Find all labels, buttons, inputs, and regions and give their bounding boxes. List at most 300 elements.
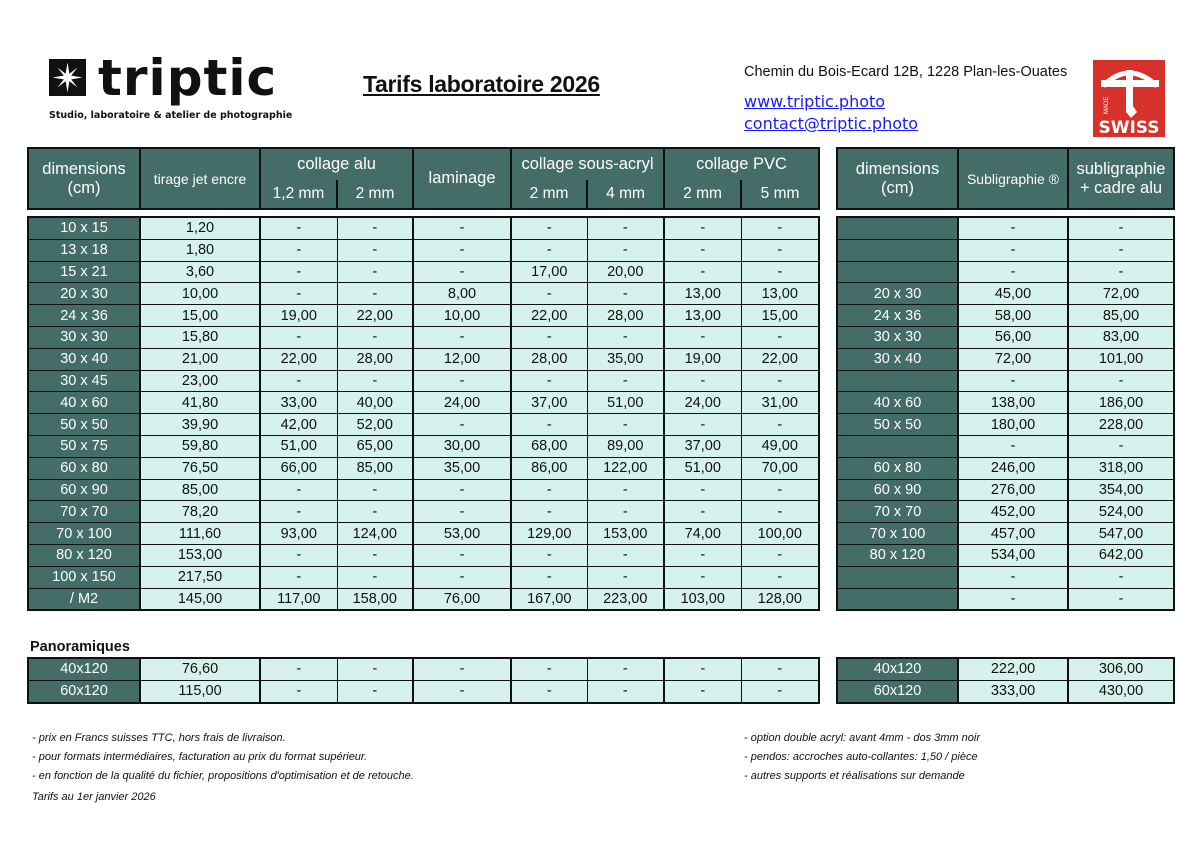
- dimension-cell: [837, 217, 958, 239]
- price-cell: 85,00: [337, 457, 413, 479]
- price-cell: 72,00: [1068, 283, 1174, 305]
- price-cell: -: [413, 544, 511, 566]
- price-cell: 17,00: [511, 261, 587, 283]
- price-cell: 28,00: [587, 305, 664, 327]
- price-cell: -: [413, 239, 511, 261]
- table-row: [28, 544, 819, 566]
- price-cell: 65,00: [337, 435, 413, 457]
- price-cell: 85,00: [1068, 305, 1174, 327]
- price-cell: -: [1068, 370, 1174, 392]
- price-cell: -: [413, 326, 511, 348]
- price-cell: 452,00: [958, 501, 1068, 523]
- table-row: [837, 348, 1174, 370]
- price-cell: 228,00: [1068, 414, 1174, 436]
- price-cell: 20,00: [587, 261, 664, 283]
- price-cell: -: [1068, 435, 1174, 457]
- header-alu-1-2mm: 1,2 mm: [260, 180, 337, 209]
- note-right-1: - option double acryl: avant 4mm - dos 3mm noir: [744, 732, 980, 744]
- table-row: [28, 283, 819, 305]
- panoramiques-subli-table: [836, 657, 1175, 704]
- dimension-cell: 60x120: [837, 680, 958, 702]
- price-cell: -: [413, 414, 511, 436]
- dimension-cell: 50 x 75: [28, 435, 140, 457]
- tarifs-date: Tarifs au 1er janvier 2026: [32, 791, 156, 803]
- price-cell: 59,80: [140, 435, 260, 457]
- price-cell: 13,00: [664, 305, 741, 327]
- dimension-cell: 80 x 120: [28, 544, 140, 566]
- price-cell: 15,80: [140, 326, 260, 348]
- subli-header-cadre-line1: subligraphie: [1076, 159, 1166, 178]
- price-cell: 74,00: [664, 523, 741, 545]
- price-cell: -: [413, 658, 511, 680]
- table-row: [837, 261, 1174, 283]
- price-cell: 76,00: [413, 588, 511, 610]
- price-cell: 19,00: [664, 348, 741, 370]
- price-cell: -: [260, 680, 337, 702]
- price-cell: -: [587, 414, 664, 436]
- svg-text:MADE: MADE: [1104, 96, 1110, 114]
- price-cell: 100,00: [741, 523, 819, 545]
- logo-wordmark: triptic: [98, 49, 278, 107]
- table-row: [28, 261, 819, 283]
- table-row: [837, 501, 1174, 523]
- price-cell: -: [337, 479, 413, 501]
- price-cell: 19,00: [260, 305, 337, 327]
- price-cell: -: [1068, 588, 1174, 610]
- dimension-cell: 80 x 120: [837, 544, 958, 566]
- price-cell: -: [664, 370, 741, 392]
- price-cell: -: [337, 501, 413, 523]
- table-row: [28, 658, 819, 680]
- price-cell: 58,00: [958, 305, 1068, 327]
- price-cell: -: [260, 326, 337, 348]
- header-collage-acryl: collage sous-acryl: [511, 148, 664, 180]
- website-link[interactable]: www.triptic.photo: [744, 92, 886, 111]
- main-table-header: [27, 147, 820, 210]
- price-cell: -: [741, 261, 819, 283]
- price-cell: 56,00: [958, 326, 1068, 348]
- price-cell: 35,00: [413, 457, 511, 479]
- price-cell: -: [511, 680, 587, 702]
- price-cell: 430,00: [1068, 680, 1174, 702]
- price-cell: -: [664, 658, 741, 680]
- dimension-cell: 60 x 90: [837, 479, 958, 501]
- price-cell: -: [337, 566, 413, 588]
- price-cell: 31,00: [741, 392, 819, 414]
- price-cell: -: [413, 501, 511, 523]
- price-cell: -: [958, 588, 1068, 610]
- price-cell: -: [664, 261, 741, 283]
- price-cell: 534,00: [958, 544, 1068, 566]
- price-cell: 167,00: [511, 588, 587, 610]
- header-dimensions: [28, 148, 140, 209]
- price-cell: -: [337, 283, 413, 305]
- subli-table-header: [836, 147, 1175, 210]
- price-cell: -: [664, 326, 741, 348]
- price-cell: -: [337, 261, 413, 283]
- price-cell: 28,00: [337, 348, 413, 370]
- price-cell: 89,00: [587, 435, 664, 457]
- note-right-2: - pendos: accroches auto-collantes: 1,50 / pièce: [744, 751, 978, 763]
- price-cell: 22,00: [337, 305, 413, 327]
- price-cell: 51,00: [664, 457, 741, 479]
- price-cell: 33,00: [260, 392, 337, 414]
- price-cell: 10,00: [413, 305, 511, 327]
- table-row: [28, 680, 819, 702]
- subli-header-cadre-line2: + cadre alu: [1079, 178, 1163, 197]
- table-row: [837, 370, 1174, 392]
- price-cell: 49,00: [741, 435, 819, 457]
- price-cell: -: [337, 680, 413, 702]
- price-cell: 457,00: [958, 523, 1068, 545]
- price-cell: -: [664, 217, 741, 239]
- price-cell: 158,00: [337, 588, 413, 610]
- price-cell: -: [337, 217, 413, 239]
- dimension-cell: 13 x 18: [28, 239, 140, 261]
- price-cell: -: [260, 566, 337, 588]
- dimension-cell: 10 x 15: [28, 217, 140, 239]
- price-cell: 12,00: [413, 348, 511, 370]
- table-row: [28, 326, 819, 348]
- price-cell: 547,00: [1068, 523, 1174, 545]
- price-cell: 72,00: [958, 348, 1068, 370]
- price-cell: -: [260, 370, 337, 392]
- price-cell: 51,00: [587, 392, 664, 414]
- dimension-cell: / M2: [28, 588, 140, 610]
- svg-text:SWISS: SWISS: [1098, 118, 1160, 137]
- price-cell: 524,00: [1068, 501, 1174, 523]
- page-title: Tarifs laboratoire 2026: [363, 71, 600, 97]
- table-row: [837, 658, 1174, 680]
- header-acryl-4mm: 4 mm: [587, 180, 664, 209]
- table-row: [837, 305, 1174, 327]
- price-cell: 86,00: [511, 457, 587, 479]
- price-cell: 186,00: [1068, 392, 1174, 414]
- dimension-cell: 70 x 70: [837, 501, 958, 523]
- price-cell: 129,00: [511, 523, 587, 545]
- price-cell: -: [664, 239, 741, 261]
- price-cell: -: [587, 544, 664, 566]
- logo-star-icon: [49, 59, 86, 96]
- subli-header-dimensions: [837, 148, 958, 209]
- price-cell: 276,00: [958, 479, 1068, 501]
- dimension-cell: 100 x 150: [28, 566, 140, 588]
- price-cell: 52,00: [337, 414, 413, 436]
- price-cell: 30,00: [413, 435, 511, 457]
- header-pvc-5mm: 5 mm: [741, 180, 819, 209]
- price-cell: -: [1068, 239, 1174, 261]
- dimension-cell: 60 x 80: [28, 457, 140, 479]
- price-cell: -: [741, 544, 819, 566]
- price-cell: -: [413, 680, 511, 702]
- price-cell: 3,60: [140, 261, 260, 283]
- table-row: [837, 479, 1174, 501]
- price-cell: -: [337, 239, 413, 261]
- made-in-swiss-badge: [1093, 60, 1165, 137]
- price-cell: 68,00: [511, 435, 587, 457]
- price-cell: -: [664, 566, 741, 588]
- dimension-cell: 60x120: [28, 680, 140, 702]
- price-cell: -: [587, 283, 664, 305]
- price-cell: -: [587, 680, 664, 702]
- price-cell: 85,00: [140, 479, 260, 501]
- dimension-cell: 24 x 36: [837, 305, 958, 327]
- table-row: [28, 588, 819, 610]
- address: Chemin du Bois-Ecard 12B, 1228 Plan-les-Ouates: [744, 64, 1068, 80]
- table-row: [28, 217, 819, 239]
- price-cell: -: [664, 501, 741, 523]
- header-dimensions-line1: dimensions: [42, 159, 126, 178]
- dimension-cell: 30 x 30: [28, 326, 140, 348]
- price-cell: 21,00: [140, 348, 260, 370]
- dimension-cell: 20 x 30: [837, 283, 958, 305]
- table-row: [837, 414, 1174, 436]
- price-cell: -: [511, 414, 587, 436]
- price-cell: 66,00: [260, 457, 337, 479]
- price-cell: 76,50: [140, 457, 260, 479]
- price-cell: -: [587, 370, 664, 392]
- dimension-cell: 20 x 30: [28, 283, 140, 305]
- note-right-3: - autres supports et réalisations sur demande: [744, 770, 965, 782]
- price-cell: -: [337, 544, 413, 566]
- price-cell: 51,00: [260, 435, 337, 457]
- price-cell: -: [587, 239, 664, 261]
- price-cell: 93,00: [260, 523, 337, 545]
- price-cell: 246,00: [958, 457, 1068, 479]
- table-row: [28, 239, 819, 261]
- dimension-cell: [837, 239, 958, 261]
- price-cell: 145,00: [140, 588, 260, 610]
- table-row: [28, 457, 819, 479]
- price-cell: 124,00: [337, 523, 413, 545]
- price-cell: 15,00: [140, 305, 260, 327]
- price-cell: 222,00: [958, 658, 1068, 680]
- dimension-cell: 30 x 45: [28, 370, 140, 392]
- dimension-cell: 60 x 80: [837, 457, 958, 479]
- price-cell: -: [260, 283, 337, 305]
- header-dimensions-line2: (cm): [67, 178, 101, 197]
- dimension-cell: 30 x 30: [837, 326, 958, 348]
- price-cell: -: [741, 680, 819, 702]
- price-cell: 306,00: [1068, 658, 1174, 680]
- table-row: [28, 305, 819, 327]
- price-cell: 42,00: [260, 414, 337, 436]
- price-cell: 83,00: [1068, 326, 1174, 348]
- price-cell: -: [260, 544, 337, 566]
- table-row: [28, 566, 819, 588]
- table-row: [837, 544, 1174, 566]
- logo-tagline: Studio, laboratoire & atelier de photographie: [49, 110, 293, 121]
- price-cell: 111,60: [140, 523, 260, 545]
- dimension-cell: 15 x 21: [28, 261, 140, 283]
- price-cell: 1,80: [140, 239, 260, 261]
- price-cell: -: [413, 217, 511, 239]
- price-cell: -: [511, 544, 587, 566]
- header-acryl-2mm: 2 mm: [511, 180, 587, 209]
- table-row: [837, 217, 1174, 239]
- dimension-cell: 40 x 60: [28, 392, 140, 414]
- dimension-cell: 30 x 40: [28, 348, 140, 370]
- table-row: [28, 370, 819, 392]
- price-cell: -: [1068, 566, 1174, 588]
- panoramiques-table: [27, 657, 820, 704]
- price-cell: -: [587, 566, 664, 588]
- table-row: [837, 435, 1174, 457]
- price-cell: -: [664, 544, 741, 566]
- price-cell: 354,00: [1068, 479, 1174, 501]
- price-cell: 101,00: [1068, 348, 1174, 370]
- price-cell: -: [413, 370, 511, 392]
- price-cell: -: [337, 326, 413, 348]
- price-cell: 37,00: [664, 435, 741, 457]
- price-cell: 128,00: [741, 588, 819, 610]
- subli-header-dimensions-line1: dimensions: [855, 159, 940, 178]
- price-cell: 39,90: [140, 414, 260, 436]
- note-left-1: - prix en Francs suisses TTC, hors frais de livraison.: [32, 732, 286, 744]
- price-cell: -: [741, 217, 819, 239]
- price-cell: 40,00: [337, 392, 413, 414]
- price-cell: 13,00: [664, 283, 741, 305]
- price-cell: -: [741, 566, 819, 588]
- price-cell: -: [260, 658, 337, 680]
- price-cell: -: [511, 326, 587, 348]
- price-cell: -: [511, 501, 587, 523]
- price-cell: -: [741, 326, 819, 348]
- subli-header-dimensions-line2: (cm): [881, 178, 914, 197]
- price-cell: -: [958, 370, 1068, 392]
- price-cell: 180,00: [958, 414, 1068, 436]
- dimension-cell: 30 x 40: [837, 348, 958, 370]
- dimension-cell: [837, 588, 958, 610]
- price-cell: 10,00: [140, 283, 260, 305]
- price-cell: 115,00: [140, 680, 260, 702]
- price-cell: 138,00: [958, 392, 1068, 414]
- price-cell: 153,00: [587, 523, 664, 545]
- dimension-cell: 40x120: [28, 658, 140, 680]
- table-row: [28, 479, 819, 501]
- table-row: [28, 501, 819, 523]
- price-cell: -: [587, 217, 664, 239]
- price-cell: -: [511, 217, 587, 239]
- dimension-cell: 70 x 70: [28, 501, 140, 523]
- panoramiques-label: Panoramiques: [30, 639, 130, 655]
- price-cell: 22,00: [511, 305, 587, 327]
- price-cell: -: [511, 370, 587, 392]
- price-cell: -: [741, 658, 819, 680]
- table-row: [837, 239, 1174, 261]
- table-row: [837, 523, 1174, 545]
- table-row: [837, 566, 1174, 588]
- price-cell: -: [587, 501, 664, 523]
- price-cell: -: [741, 479, 819, 501]
- price-cell: -: [1068, 217, 1174, 239]
- table-row: [837, 680, 1174, 702]
- table-row: [837, 588, 1174, 610]
- price-cell: -: [511, 658, 587, 680]
- table-row: [837, 283, 1174, 305]
- dimension-cell: 50 x 50: [837, 414, 958, 436]
- price-cell: 23,00: [140, 370, 260, 392]
- price-cell: -: [741, 414, 819, 436]
- main-price-table: [27, 216, 820, 611]
- subli-price-table: [836, 216, 1175, 611]
- price-cell: -: [511, 283, 587, 305]
- dimension-cell: 40x120: [837, 658, 958, 680]
- header-collage-pvc: collage PVC: [664, 148, 819, 180]
- price-cell: 28,00: [511, 348, 587, 370]
- dimension-cell: [837, 435, 958, 457]
- price-cell: 41,80: [140, 392, 260, 414]
- dimension-cell: 70 x 100: [28, 523, 140, 545]
- table-row: [28, 414, 819, 436]
- price-cell: -: [337, 658, 413, 680]
- price-cell: -: [664, 479, 741, 501]
- header-tirage: tirage jet encre: [140, 148, 260, 209]
- price-cell: -: [260, 479, 337, 501]
- table-row: [28, 392, 819, 414]
- dimension-cell: [837, 261, 958, 283]
- price-cell: 78,20: [140, 501, 260, 523]
- price-cell: 318,00: [1068, 457, 1174, 479]
- price-cell: -: [958, 566, 1068, 588]
- price-cell: -: [587, 479, 664, 501]
- price-cell: 223,00: [587, 588, 664, 610]
- header-alu-2mm: 2 mm: [337, 180, 413, 209]
- note-left-2: - pour formats intermédiaires, facturation au prix du format supérieur.: [32, 751, 368, 763]
- dimension-cell: 24 x 36: [28, 305, 140, 327]
- price-cell: -: [741, 501, 819, 523]
- price-cell: -: [741, 239, 819, 261]
- price-cell: -: [413, 479, 511, 501]
- price-cell: -: [260, 217, 337, 239]
- subli-header-subligraphie: Subligraphie ®: [958, 148, 1068, 209]
- price-cell: -: [260, 501, 337, 523]
- price-cell: -: [958, 435, 1068, 457]
- price-cell: 37,00: [511, 392, 587, 414]
- price-cell: 76,60: [140, 658, 260, 680]
- email-link[interactable]: contact@triptic.photo: [744, 114, 919, 133]
- note-left-3: - en fonction de la qualité du fichier, propositions d'optimisation et de retouche.: [32, 770, 414, 782]
- price-cell: 22,00: [260, 348, 337, 370]
- price-cell: -: [958, 217, 1068, 239]
- price-cell: 35,00: [587, 348, 664, 370]
- price-cell: 217,50: [140, 566, 260, 588]
- price-cell: -: [587, 326, 664, 348]
- price-cell: -: [260, 239, 337, 261]
- table-row: [28, 348, 819, 370]
- price-cell: -: [664, 414, 741, 436]
- price-cell: 103,00: [664, 588, 741, 610]
- price-cell: -: [413, 566, 511, 588]
- price-cell: 153,00: [140, 544, 260, 566]
- dimension-cell: 50 x 50: [28, 414, 140, 436]
- dimension-cell: 40 x 60: [837, 392, 958, 414]
- price-cell: 8,00: [413, 283, 511, 305]
- price-cell: -: [413, 261, 511, 283]
- price-cell: 1,20: [140, 217, 260, 239]
- price-cell: -: [1068, 261, 1174, 283]
- price-cell: 333,00: [958, 680, 1068, 702]
- price-cell: -: [958, 239, 1068, 261]
- table-row: [837, 392, 1174, 414]
- header-collage-alu: collage alu: [260, 148, 413, 180]
- table-row: [837, 457, 1174, 479]
- dimension-cell: [837, 566, 958, 588]
- price-cell: 22,00: [741, 348, 819, 370]
- price-cell: -: [260, 261, 337, 283]
- crossbow-icon: [1093, 60, 1165, 137]
- header-laminage: laminage: [413, 148, 511, 209]
